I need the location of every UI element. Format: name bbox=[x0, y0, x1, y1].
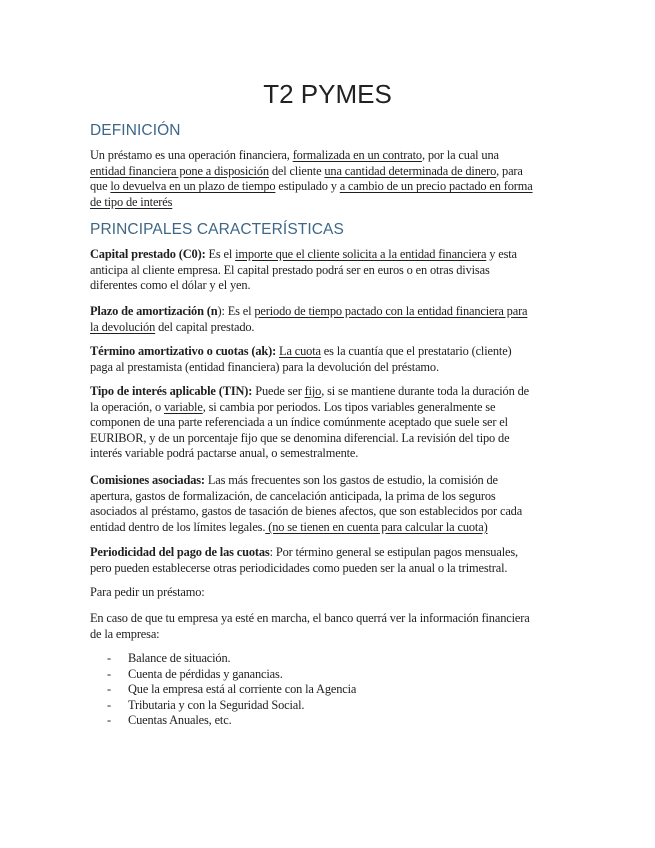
list-item: - Tributaria y con la Seguridad Social. bbox=[107, 697, 305, 712]
list-item: - Balance de situación. bbox=[107, 651, 231, 665]
definicion-paragraph: Un préstamo es una operación financiera, formalizada en un contrato, por la cual una entidad financiera pone a disposición del cliente una cantidad determinada de dinero, para que lo devuelva en un plazo de tiempo estipulado y a cambio de un precio pactado en forma de tipo de interés bbox=[90, 148, 533, 209]
heading-definicion: DEFINICIÓN bbox=[90, 122, 181, 139]
termino-paragraph: Término amortizativo o cuotas (ak): La cuota es la cuantía que el prestatario (cliente) paga al prestamista (entidad financiera) para la devolución del préstamo. bbox=[90, 344, 512, 374]
periodicidad-paragraph: Periodicidad del pago de las cuotas: Por término general se estipulan pagos mensuales, pero pueden establecerse otras periodicidades como pueden ser la anual o la trimestral. bbox=[90, 545, 518, 575]
pedir-intro: Para pedir un préstamo: bbox=[90, 585, 205, 599]
tipo-paragraph: Tipo de interés aplicable (TIN): Puede ser fijo, si se mantiene durante toda la duración de la operación, o variable, si cambia por periodos. Los tipos variables generalmente se componen de una parte referenciada a un índice comúnmente aceptado que suele ser el EURIBOR, y de un porcentaje fijo que se denomina diferencial. La revisión del tipo de interés variable podrá pactarse anual, o semestralmente. bbox=[90, 384, 529, 461]
plazo-paragraph: Plazo de amortización (n): Es el periodo de tiempo pactado con la entidad financiera para la devolución del capital prestado. bbox=[90, 304, 528, 334]
list-item: - Que la empresa está al corriente con la Agencia bbox=[107, 682, 357, 697]
list-item: - Cuentas Anuales, etc. bbox=[107, 713, 232, 728]
heading-caracteristicas: PRINCIPALES CARACTERÍSTICAS bbox=[90, 221, 344, 238]
comisiones-paragraph: Comisiones asociadas: Las más frecuentes son los gastos de estudio, la comisión de apertura, gastos de formalización, de cancelación anticipada, la prima de los seguros asociados al préstamo, gastos de tasación de bienes afectos, que son establecidos por cada entidad dentro de los límites legales. (no se tienen en cuenta para calcular la cuota) bbox=[90, 473, 523, 534]
list-item: - Cuenta de pérdidas y ganancias. bbox=[107, 666, 283, 681]
capital-paragraph: Capital prestado (C0): Es el importe que el cliente solicita a la entidad financiera y esta anticipa al cliente empresa. El capital prestado podrá ser en euros o en otras divisas diferentes como el dólar y el yen. bbox=[90, 247, 517, 293]
requirements-list bbox=[90, 651, 568, 729]
page-title: T2 PYMES bbox=[263, 79, 392, 109]
pedir-paragraph: En caso de que tu empresa ya esté en marcha, el banco querrá ver la información financiera de la empresa: bbox=[90, 611, 530, 641]
